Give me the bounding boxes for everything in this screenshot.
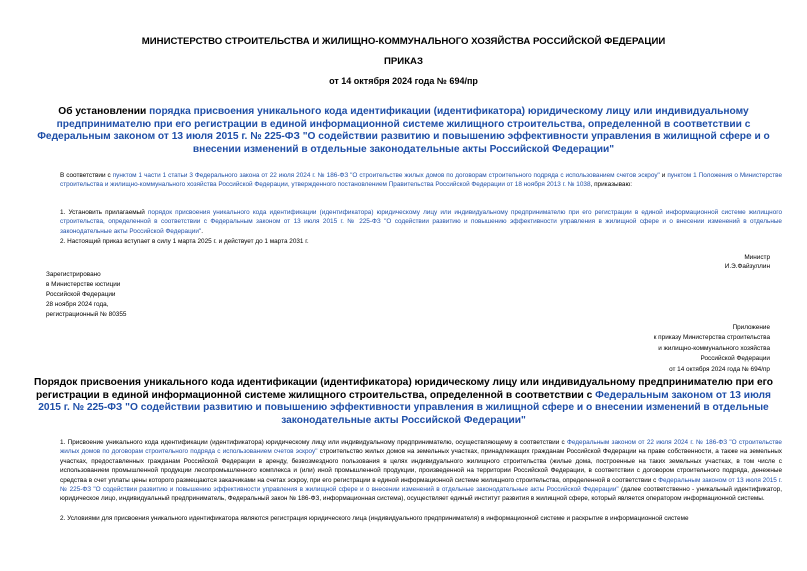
preamble-link-law-186[interactable]: пунктом 1 части 1 статьи 3 Федерального закона от 22 июля 2024 г. № 186-ФЗ "О строительстве жилых домов по договорам строительного подряда с использованием счетов эскроу" bbox=[112, 172, 660, 179]
ministry-heading: МИНИСТЕРСТВО СТРОИТЕЛЬСТВА И ЖИЛИЩНО-КОММУНАЛЬНОГО ХОЗЯЙСТВА РОССИЙСКОЙ ФЕДЕРАЦИИ bbox=[141, 36, 666, 47]
item-1-text-1: 1. Установить прилагаемый bbox=[60, 209, 148, 216]
point-1-text-3: (далее соответственно - уникальный идентификатор, юридическое лицо, индивидуальный предприниматель, Федеральный закон № 186-ФЗ, информационная система), осуществляет единый институт развития в жилищной сфере, который является оператором информационной системы. bbox=[60, 486, 782, 503]
preamble-text-3: , приказываю: bbox=[590, 181, 633, 189]
registration-block bbox=[46, 270, 246, 320]
appendix-block bbox=[560, 323, 770, 375]
appendix-line: к приказу Министерства строительства bbox=[653, 334, 770, 342]
registration-line: регистрационный № 80355 bbox=[46, 311, 127, 318]
item-1-link-procedure[interactable]: порядок присвоения уникального кода идентификации (идентификатора) юридическому лицу или индивидуальному предпринимателю при его регистрации в единой информационной системе жилищного строительства, определенной в соответствии с Федеральным законом от 13 июля 2015 г. № 225-ФЗ "О содействии развитию и повышению эффективности управления в жилищной сфере и о внесении изменений в отдельные законодательные акты Российской Федерации" bbox=[60, 209, 782, 235]
point-1-paragraph bbox=[46, 438, 782, 504]
appendix-line: Российской Федерации bbox=[700, 355, 770, 363]
item-2-paragraph: 2. Настоящий приказ вступает в силу 1 марта 2025 г. и действует до 1 марта 2031 г. bbox=[60, 238, 309, 245]
appendix-line: и жилищно-коммунального хозяйства bbox=[658, 344, 770, 352]
appendix-line: Приложение bbox=[732, 324, 770, 331]
preamble-paragraph bbox=[46, 171, 782, 190]
registration-line: в Министерстве юстиции bbox=[46, 281, 121, 288]
point-1-link-law-225[interactable]: Федеральным законом от 13 июля 2015 г. № 225-ФЗ "О содействии развитию и повышению эффективности управления в жилищной сфере и о внесении изменений в отдельные законодательные акты Российской Федерации" bbox=[60, 476, 782, 494]
registration-line: Российской Федерации bbox=[46, 291, 116, 298]
order-title-prefix: Об установлении bbox=[58, 106, 150, 117]
doc-type-heading: ПРИКАЗ bbox=[384, 56, 423, 67]
point-1-text-1: 1. Присвоение уникального кода идентификации (идентификатора) юридическому лицу или индивидуальному предпринимателю, осуществляющему в соответствии с bbox=[60, 439, 568, 446]
signature-role: Министр bbox=[744, 254, 770, 261]
appendix-line: от 14 октября 2024 года № 694/пр bbox=[669, 365, 770, 373]
preamble-text-2: и bbox=[659, 172, 668, 179]
procedure-title-text: Порядок присвоения уникального кода идентификации (идентификатора) юридическому лицу или индивидуальному предпринимателю при его регистрации в единой информационной системе жилищного строительства, определенной в соответствии с bbox=[34, 377, 773, 401]
item-1-text-2: . bbox=[201, 227, 203, 235]
point-2-paragraph: 2. Условиями для присвоения уникального идентификатора являются регистрация юридического лица (индивидуального предпринимателя) в информационной системе и раскрытие в информационной системе bbox=[60, 515, 689, 522]
signature-block bbox=[560, 253, 770, 272]
point-1-text-2: строительство жилых домов на земельных участках, принадлежащих гражданам Российской Федерации на праве собственности, а также на земельных участках, предоставленных гражданам Российской Федерации в аренду, безвозмездного пользования в целях индивидуального жилищного строительства (жилые дома, построенные на таких земельных участках, в том числе с использованием промышленной продукции лесопромышленного комплекса и (или) иной промышленной продукции, произведенной на территории Российской Федерации, в соответствии с договором строительного подряда, денежные средства в счет уплаты цены которого размещаются заказчиками на счетах эскроу, при его регистрации в единой информационной системе жилищного строительства, определенной в соответствии с bbox=[60, 448, 782, 484]
preamble-text-1: В соответствии с bbox=[60, 172, 113, 179]
order-title bbox=[34, 106, 773, 156]
registration-line: Зарегистрировано bbox=[46, 271, 101, 278]
order-title-link[interactable]: порядка присвоения уникального кода идентификации (идентификатора) юридическому лицу или индивидуальному предпринимателю при его регистрации в единой информационной системе жилищного строительства, определенной в соответствии с Федеральным законом от 13 июля 2015 г. № 225-ФЗ "О содействии развитию и повышению эффективности управления в жилищной сфере и о внесении изменений в отдельные законодательные акты Российской Федерации" bbox=[37, 106, 770, 155]
procedure-title bbox=[34, 377, 773, 427]
signature-name: И.Э.Файзуллин bbox=[724, 263, 770, 271]
registration-line: 28 ноября 2024 года, bbox=[46, 301, 109, 308]
preamble-link-regulation[interactable]: пунктом 1 Положения о Министерстве строительства и жилищно-коммунального хозяйства Российской Федерации, утвержденного постановлением Правительства Российской Федерации от 18 ноября 2013 г. № 1038 bbox=[60, 172, 782, 189]
item-1-paragraph bbox=[46, 208, 782, 236]
point-1-link-law-186[interactable]: Федеральным законом от 22 июля 2024 г. № 186-ФЗ "О строительстве жилых домов по договорам строительного подряда с использованием счетов эскроу" bbox=[60, 439, 782, 456]
order-date-number: от 14 октября 2024 года № 694/пр bbox=[329, 76, 478, 86]
procedure-title-link[interactable]: Федеральным законом от 13 июля 2015 г. № 225-ФЗ "О содействии развитию и повышению эффективности управления в жилищной сфере и о внесении изменений в отдельные законодательные акты Российской Федерации" bbox=[38, 389, 771, 426]
